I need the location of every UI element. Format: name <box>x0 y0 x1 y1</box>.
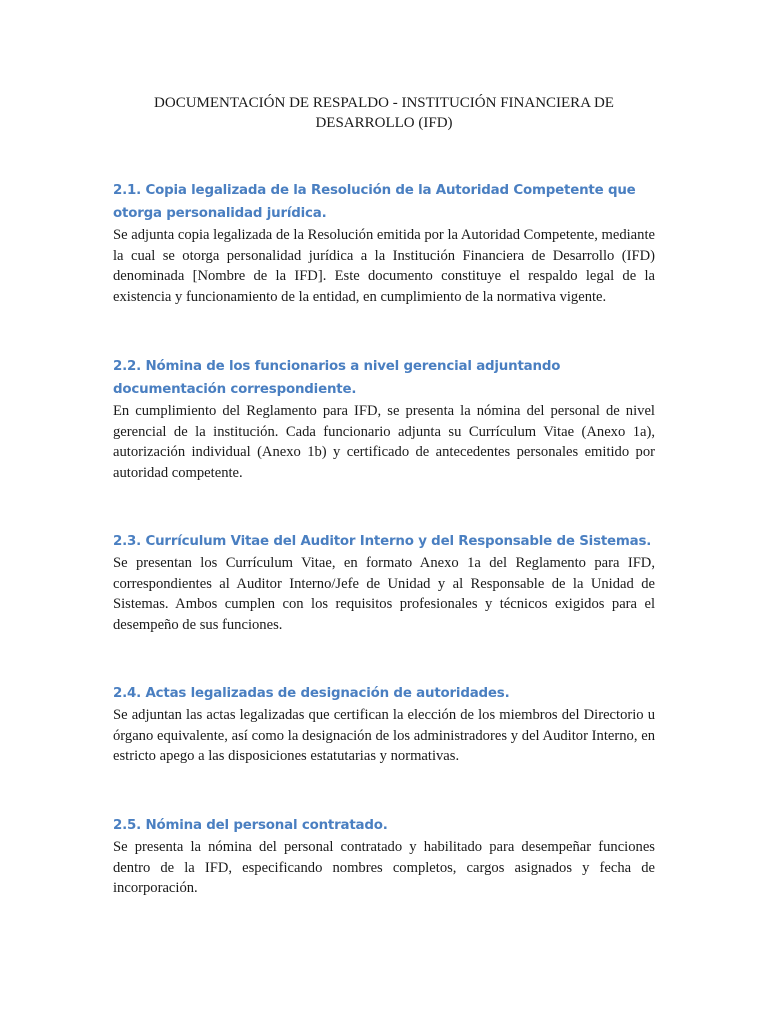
section-body: En cumplimiento del Reglamento para IFD, se presenta la nómina del personal de nivel gerencial de la institución. Cada funcionario adjunta su Currículum Vitae (Anexo 1a), autorización individual (Anexo 1b) y certificado de antecedentes personales emitido por autoridad competente. <box>113 403 655 481</box>
section-2-1 <box>113 179 655 307</box>
section-heading: 2.3. Currículum Vitae del Auditor Interno y del Responsable de Sistemas. <box>113 534 652 549</box>
section-2-5 <box>113 814 655 899</box>
section-2-2 <box>113 355 655 483</box>
section-heading: 2.4. Actas legalizadas de designación de autoridades. <box>113 686 510 701</box>
section-body: Se presentan los Currículum Vitae, en formato Anexo 1a del Reglamento para IFD, correspondientes al Auditor Interno/Jefe de Unidad y al Responsable de la Unidad de Sistemas. Ambos cumplen con los requisitos profesionales y técnicos exigidos para el desempeño de sus funciones. <box>113 555 655 633</box>
section-body: Se adjunta copia legalizada de la Resolución emitida por la Autoridad Competente, mediante la cual se otorga personalidad jurídica a la Institución Financiera de Desarrollo (IFD) denominada [Nombre de la IFD]. Este documento constituye el respaldo legal de la existencia y funcionamiento de la entidad, en cumplimiento de la normativa vigente. <box>113 227 655 305</box>
document-title: DOCUMENTACIÓN DE RESPALDO - INSTITUCIÓN FINANCIERA DE DESARROLLO (IFD) <box>154 95 614 131</box>
section-heading: 2.1. Copia legalizada de la Resolución de la Autoridad Competente que otorga personalidad jurídica. <box>113 183 636 221</box>
section-heading: 2.5. Nómina del personal contratado. <box>113 818 388 833</box>
section-2-4 <box>113 682 655 767</box>
section-heading: 2.2. Nómina de los funcionarios a nivel gerencial adjuntando documentación correspondiente. <box>113 359 561 397</box>
section-body: Se adjuntan las actas legalizadas que certifican la elección de los miembros del Directorio u órgano equivalente, así como la designación de los administradores y del Auditor Interno, en estricto apego a las disposiciones estatutarias y normativas. <box>113 707 655 765</box>
section-body: Se presenta la nómina del personal contratado y habilitado para desempeñar funciones dentro de la IFD, especificando nombres completos, cargos asignados y fecha de incorporación. <box>113 839 655 897</box>
section-2-3 <box>113 530 655 635</box>
